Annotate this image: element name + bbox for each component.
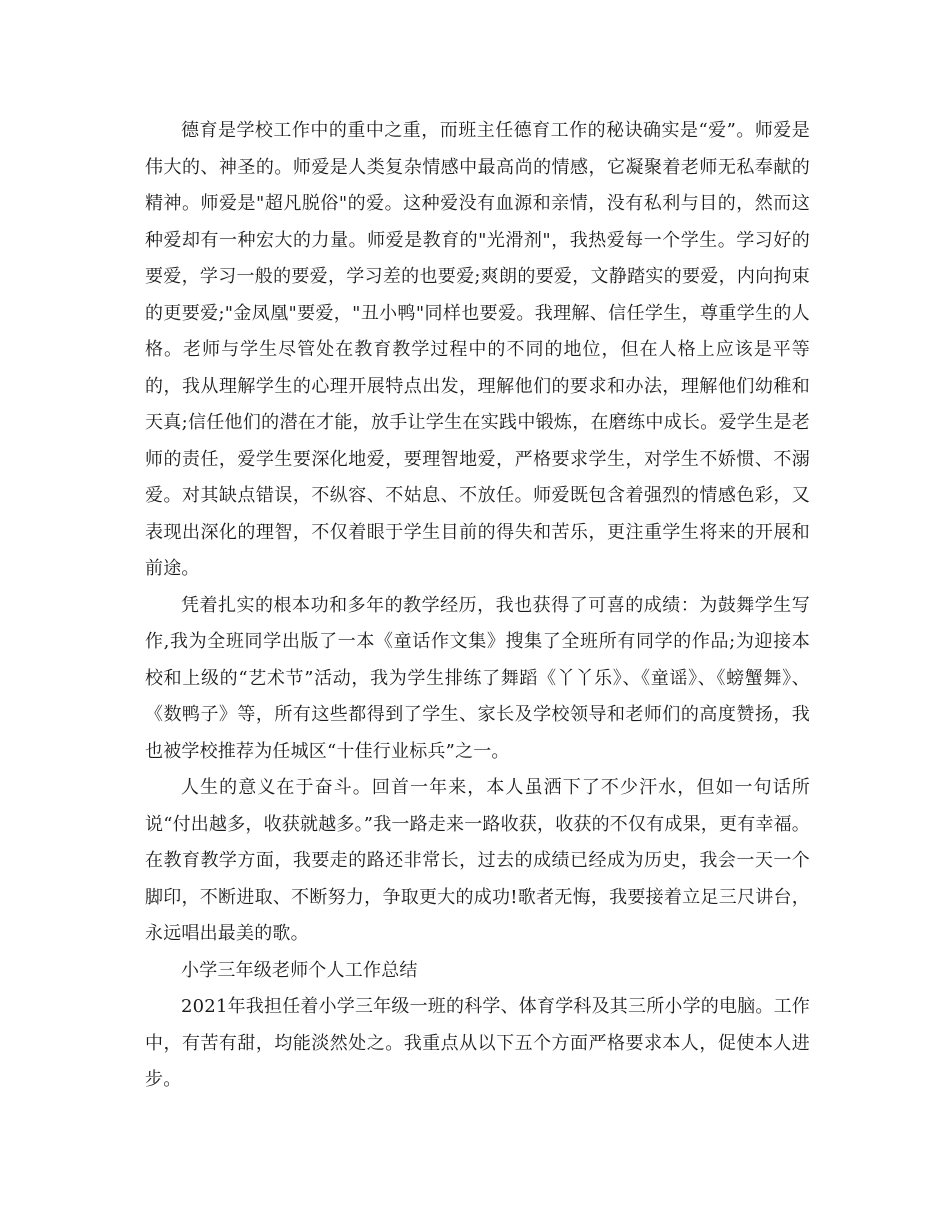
paragraph-meaning-of-life: 人生的意义在于奋斗。回首一年来，本人虽洒下了不少汗水，但如一句话所说“付出越多，收获就越多。”我一路走来一路收获，收获的不仅有成果，更有幸福。在教育教学方面，我要走的路还非常长，过去的成绩已经成为历史，我会一天一个脚印，不断进取、不断努力，争取更大的成功!歌者无悔，我要接着立足三尺讲台，永远唱出最美的歌。: [145, 777, 811, 944]
paragraph-year-summary: 2021年我担任着小学三年级一班的科学、体育学科及其三所小学的电脑。工作中，有苦有甜，均能淡然处之。我重点从以下五个方面严格要求本人，促使本人进步。: [145, 996, 811, 1090]
paragraph-teacher-love: 德育是学校工作中的重中之重，而班主任德育工作的秘诀确实是“爱”。师爱是伟大的、神圣的。师爱是人类复杂情感中最高尚的情感，它凝聚着老师无私奉献的精神。师爱是"超凡脱俗"的爱。这种爱没有血源和亲情，没有私利与目的，然而这种爱却有一种宏大的力量。师爱是教育的"光滑剂"，我热爱每一个学生。学习好的要爱，学习一般的要爱，学习差的也要爱;爽朗的要爱，文静踏实的要爱，内向拘束的更要爱;"金凤凰"要爱，"丑小鸭"同样也要爱。我理解、信任学生，尊重学生的人格。老师与学生尽管处在教育教学过程中的不同的地位，但在人格上应该是平等的，我从理解学生的心理开展特点出发，理解他们的要求和办法，理解他们幼稚和天真;信任他们的潜在才能，放手让学生在实践中锻炼，在磨练中成长。爱学生是老师的责任，爱学生要深化地爱，要理智地爱，严格要求学生，对学生不娇惯、不溺爱。对其缺点错误，不纵容、不姑息、不放任。师爱既包含着强烈的情感色彩，又表现出深化的理智，不仅着眼于学生目前的得失和苦乐，更注重学生将来的开展和前途。: [145, 120, 810, 579]
document-body: [145, 113, 810, 1099]
paragraph-achievements: 凭着扎实的根本功和多年的教学经历，我也获得了可喜的成绩：为鼓舞学生写作,我为全班同学出版了一本《童话作文集》搜集了全班所有同学的作品;为迎接本校和上级的“艺术节”活动，我为学生排练了舞蹈《丫丫乐》、《童谣》、《螃蟹舞》、《数鸭子》等，所有这些都得到了学生、家长及学校领导和老师们的高度赞扬，我也被学校推荐为任城区“十佳行业标兵”之一。: [145, 594, 810, 762]
section-title: 小学三年级老师个人工作总结: [181, 959, 418, 981]
